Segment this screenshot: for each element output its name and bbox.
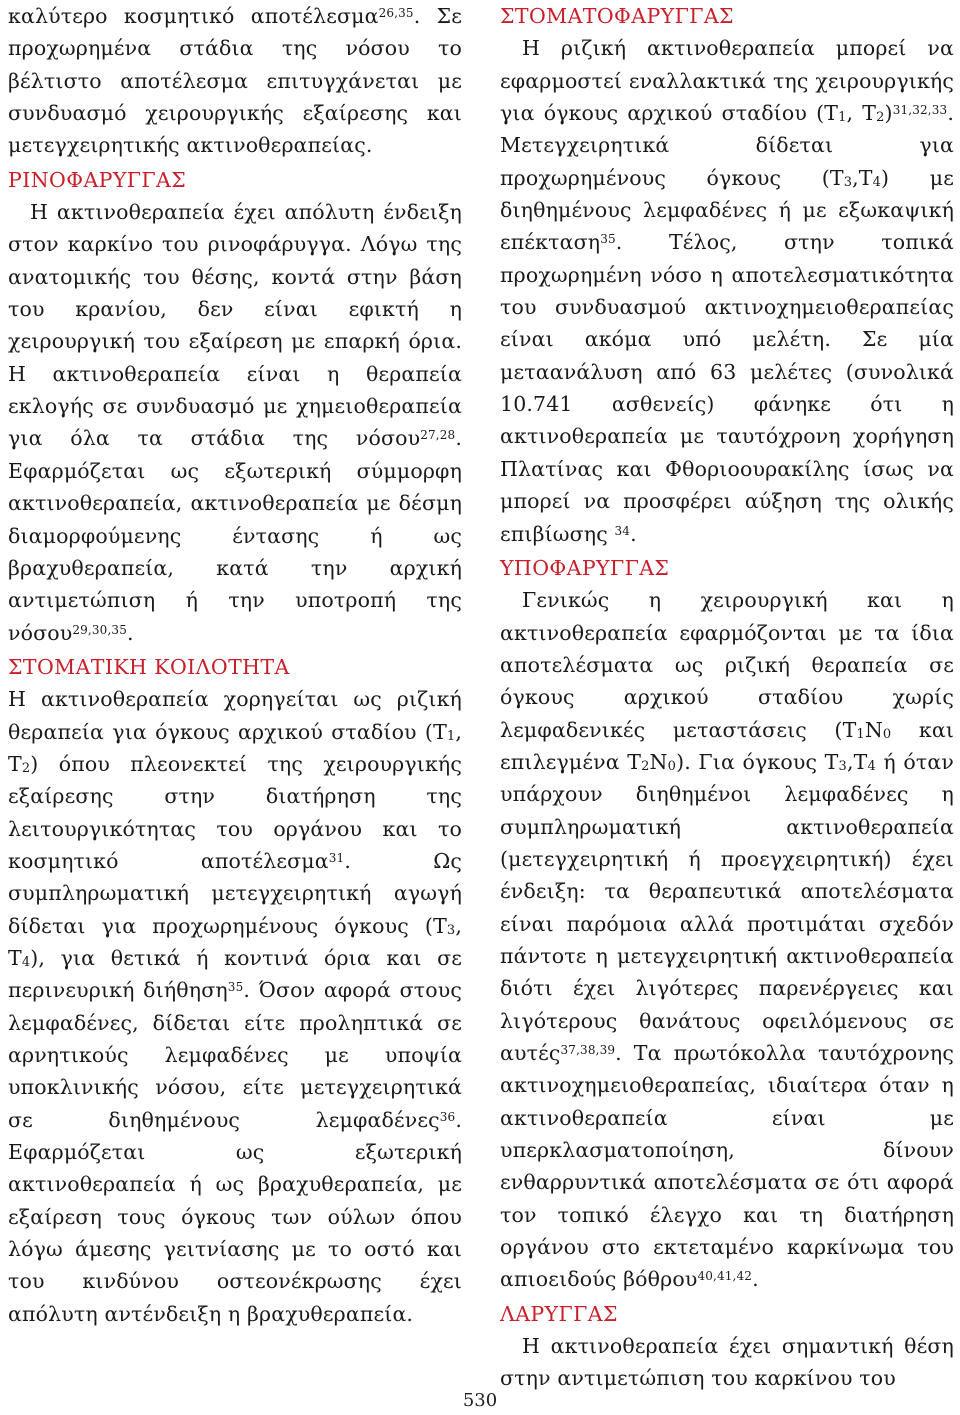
intro-paragraph: καλύτερο κοσμητικό αποτέλεσμα$^{26,35}$. Σε προχωρημένα στάδια της νόσου το βέλτιστο αποτέλεσμα επιτυγχάνεται με συνδυασμό χειρουργικής εξαίρεσης και μετεγχειρητικής ακτινοθεραπείας. xyxy=(8,4,463,158)
heading-oral-cavity: ΣΤΟΜΑΤΙΚΗ ΚΟΙΛΟΤΗΤΑ xyxy=(8,654,290,679)
nasopharynx-paragraph: Η ακτινοθεραπεία έχει απόλυτη ένδειξη στον καρκίνο του ρινοφάρυγγα. Λόγω της ανατομικής του θέσης, κοντά στην βάση του κρανίου, δεν είναι εφικτή η χειρουργική του εξαίρεση με επαρκή όρια. Η ακτινοθεραπεία είναι η θεραπεία εκλογής σε συνδυασμό με χημειοθεραπεία για όλα τα στάδια της νόσου$^{27,28}$. Εφαρμόζεται ως εξωτερική σύμμορφη ακτινοθεραπεία, ακτινοθεραπεία με δέσμη διαμορφούμενης έντασης ή ως βραχυθεραπεία, κατά την αρχική αντιμετώπιση ή την υποτροπή της νόσου$^{29,30,35}$. xyxy=(8,200,462,645)
right-column xyxy=(500,0,954,1395)
oral-cavity-paragraph: Η ακτινοθεραπεία χορηγείται ως ριζική θεραπεία για όγκους αρχικού σταδίου ($T_1$, $T_2$) όπου πλεονεκτεί της χειρουργικής εξαίρεσης στην διατήρηση της λειτουργικότητας του οργάνου και το κοσμητικό αποτέλεσμα$^{31}$. Ως συμπληρωματική μετεγχειρητική αγωγή δίδεται για προχωρημένους όγκους ($T_3$, $T_4$), για θετικά ή κοντινά όρια και σε περινευρική διήθηση$^{35}$. Όσον αφορά στους λεμφαδένες, δίδεται είτε προληπτικά σε αρνητικούς λεμφαδένες με υποψία υποκλινικής νόσου, είτε μετεγχειρητικά σε διηθημένους λεμφαδένες$^{36}$. Εφαρμόζεται ως εξωτερική ακτινοθεραπεία ή ως βραχυθεραπεία, με εξαίρεση τους όγκους των ούλων όπου λόγω άμεσης γειτνίασης με το οστό και του κινδύνου οστεονέκρωσης έχει απόλυτη αντένδειξη η βραχυθεραπεία. xyxy=(8,687,462,1326)
hypopharynx-paragraph: Γενικώς η χειρουργική και η ακτινοθεραπεία εφαρμόζονται με τα ίδια αποτελέσματα ως ριζική θεραπεία σε όγκους αρχικού σταδίου χωρίς λεμφαδενικές μεταστάσεις ($T_1N_0$ και επιλεγμένα $T_2N_0$). Για όγκους $T_3,T_4$ ή όταν υπάρχουν διηθημένοι λεμφαδένες η συμπληρωματική ακτινοθεραπεία (μετεγχειρητική ή προεγχειρητική) έχει ένδειξη: τα θεραπευτικά αποτελέσματα είναι παρόμοια αλλά προτιμάται σχεδόν πάντοτε η μετεγχειρητική ακτινοθεραπεία διότι έχει λιγότερες παρενέργειες και λιγότερους θανάτους οφειλόμενους σε αυτές$^{37,38,39}$. Τα πρωτόκολλα ταυτόχρονης ακτινοχημειοθεραπείας, ιδιαίτερα όταν η ακτινοθεραπεία είναι με υπερκλασματοποίηση, δίνουν ενθαρρυντικά αποτελέσματα σε ότι αφορά τον τοπικό έλεγχο και τη διατήρηση οργάνου στο εκτεταμένο καρκίνωμα του απιοειδούς βόθρου$^{40,41,42}$. xyxy=(500,588,955,1292)
heading-larynx: ΛΑΡΥΓΓΑΣ xyxy=(500,1301,618,1326)
oropharynx-paragraph: Η ριζική ακτινοθεραπεία μπορεί να εφαρμοστεί εναλλακτικά της χειρουργικής για όγκους αρχικού σταδίου ($T_1$, $T_2)^{31,32,33}$. Μετεγχειρητικά δίδεται για προχωρημένους όγκους $(T_3,T_4)$ με διηθημένους λεμφαδένες ή με εξωκαψική επέκταση$^{35}$. Τέλος, στην τοπικά προχωρημένη νόσο η αποτελεσματικότητα του συνδυασμού ακτινοχημειοθεραπείας είναι ακόμα υπό μελέτη. Σε μία μεταανάλυση από 63 μελέτες (συνολικά 10.741 ασθενείς) φάνηκε ότι η ακτινοθεραπεία με ταυτόχρονη χορήγηση Πλατίνας και Φθοριοουρακίλης ίσως να μπορεί να προσφέρει αύξηση της ολικής επιβίωσης $^{34}$. xyxy=(500,36,955,546)
heading-hypopharynx: ΥΠΟΦΑΡΥΓΓΑΣ xyxy=(500,555,670,580)
larynx-paragraph: Η ακτινοθεραπεία έχει σημαντική θέση στην αντιμετώπιση του καρκίνου του xyxy=(500,1334,954,1391)
page-number: 530 xyxy=(462,1390,498,1411)
heading-nasopharynx: ΡΙΝΟΦΑΡΥΓΓΑΣ xyxy=(8,167,187,192)
heading-oropharynx: ΣΤΟΜΑΤΟΦΑΡΥΓΓΑΣ xyxy=(500,4,734,28)
left-column xyxy=(8,0,462,1330)
